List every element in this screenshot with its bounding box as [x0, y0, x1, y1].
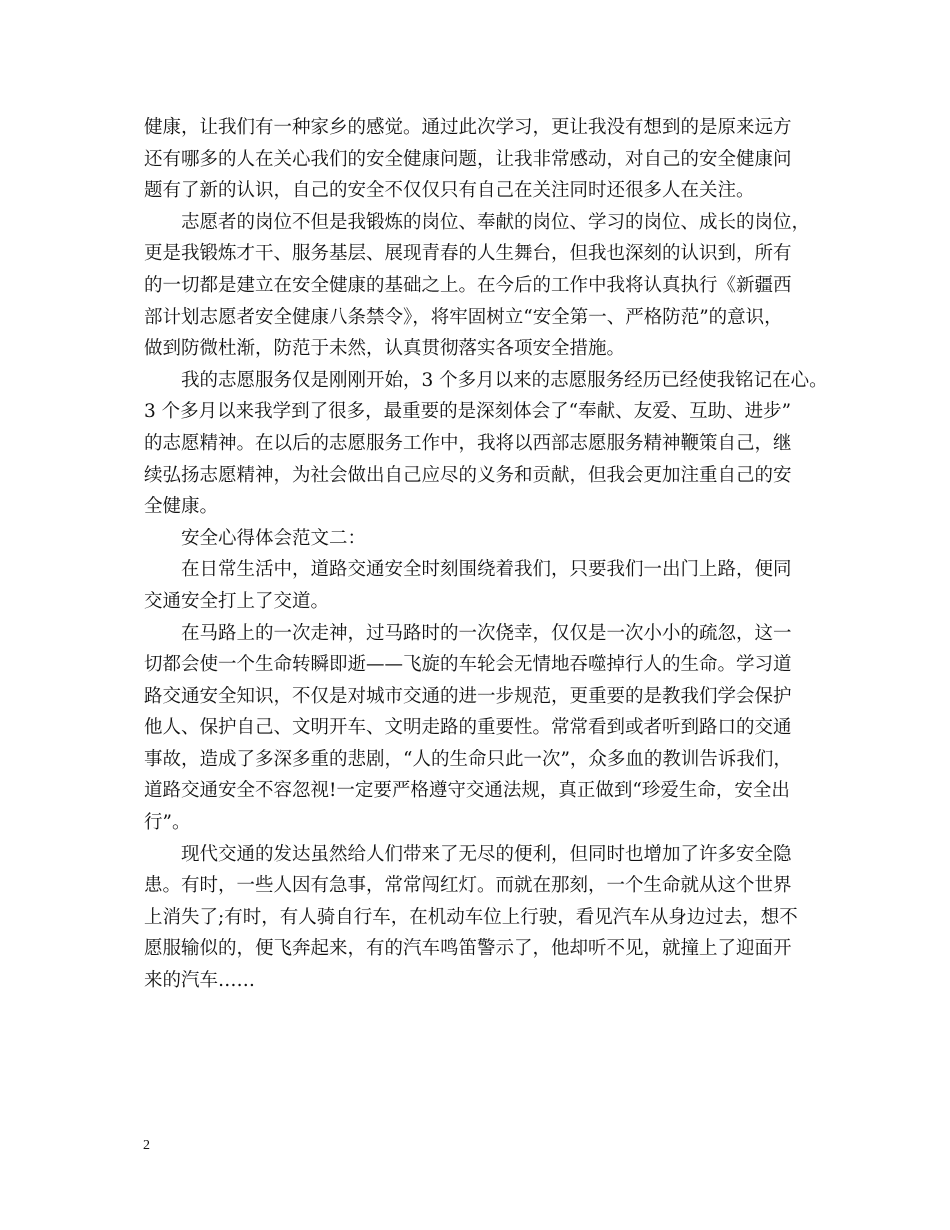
text-line: 健康，让我们有一种家乡的感觉。通过此次学习，更让我没有想到的是原来远方 [144, 117, 792, 138]
paragraph-first-line: 在马路上的一次走神，过马路时的一次侥幸，仅仅是一次小小的疏忽，这一 [181, 622, 792, 644]
text-line: 愿服输似的，便飞奔起来，有的汽车鸣笛警示了，他却听不见，就撞上了迎面开 [144, 938, 792, 960]
section-heading: 安全心得体会范文二： [181, 527, 367, 549]
paragraph-first-line: 志愿者的岗位不但是我锻炼的岗位、奉献的岗位、学习的岗位、成长的岗位， [181, 211, 811, 233]
page-number: 2 [143, 1138, 150, 1153]
text-line: 行”。 [144, 812, 191, 834]
text-line: 3 个多月以来我学到了很多，最重要的是深刻体会了“奉献、友爱、互助、进步” [144, 401, 792, 423]
paragraph-first-line: 现代交通的发达虽然给人们带来了无尽的便利，但同时也增加了许多安全隐 [181, 843, 792, 865]
text-line: 事故，造成了多深多重的悲剧，“人的生命只此一次”，众多血的教训告诉我们， [144, 748, 792, 770]
text-line: 切都会使一个生命转瞬即逝——飞旋的车轮会无情地吞噬掉行人的生命。学习道 [144, 654, 792, 676]
paragraph-first-line: 我的志愿服务仅是刚刚开始，3 个多月以来的志愿服务经历已经使我铭记在心。 [181, 369, 828, 391]
text-line: 更是我锻炼才干、服务基层、展现青春的人生舞台，但我也深刻的认识到，所有 [144, 243, 792, 265]
text-line: 路交通安全知识，不仅是对城市交通的进一步规范，更重要的是教我们学会保护 [144, 685, 792, 707]
text-line: 部计划志愿者安全健康八条禁令》，将牢固树立“安全第一、严格防范”的意识， [144, 306, 783, 328]
text-line: 他人、保护自己、文明开车、文明走路的重要性。常常看到或者听到路口的交通 [144, 717, 792, 739]
text-line: 的志愿精神。在以后的志愿服务工作中，我将以西部志愿服务精神鞭策自己，继 [144, 432, 792, 454]
text-line: 患。有时，一些人因有急事，常常闯红灯。而就在那刻，一个生命就从这个世界 [144, 875, 792, 897]
paragraph-first-line: 在日常生活中，道路交通安全时刻围绕着我们，只要我们一出门上路，便同 [181, 559, 792, 581]
text-line: 道路交通安全不容忽视!一定要严格遵守交通法规，真正做到“珍爱生命，安全出 [144, 780, 790, 802]
text-line: 续弘扬志愿精神，为社会做出自己应尽的义务和贡献，但我会更加注重自己的安 [144, 464, 792, 486]
text-line: 还有哪多的人在关心我们的安全健康问题，让我非常感动，对自己的安全健康问 [144, 148, 792, 170]
text-line: 来的汽车…… [144, 970, 256, 992]
text-line: 全健康。 [144, 496, 219, 518]
text-line: 做到防微杜渐，防范于未然，认真贯彻落实各项安全措施。 [144, 338, 626, 360]
text-line: 题有了新的认识，自己的安全不仅仅只有自己在关注同时还很多人在关注。 [144, 180, 755, 202]
text-line: 交通安全打上了交道。 [144, 590, 330, 612]
text-line: 上消失了;有时，有人骑自行车，在机动车位上行驶，看见汽车从身边过去，想不 [144, 906, 798, 928]
document-body [144, 112, 830, 997]
text-line: 的一切都是建立在安全健康的基础之上。在今后的工作中我将认真执行《新疆西 [144, 274, 792, 296]
